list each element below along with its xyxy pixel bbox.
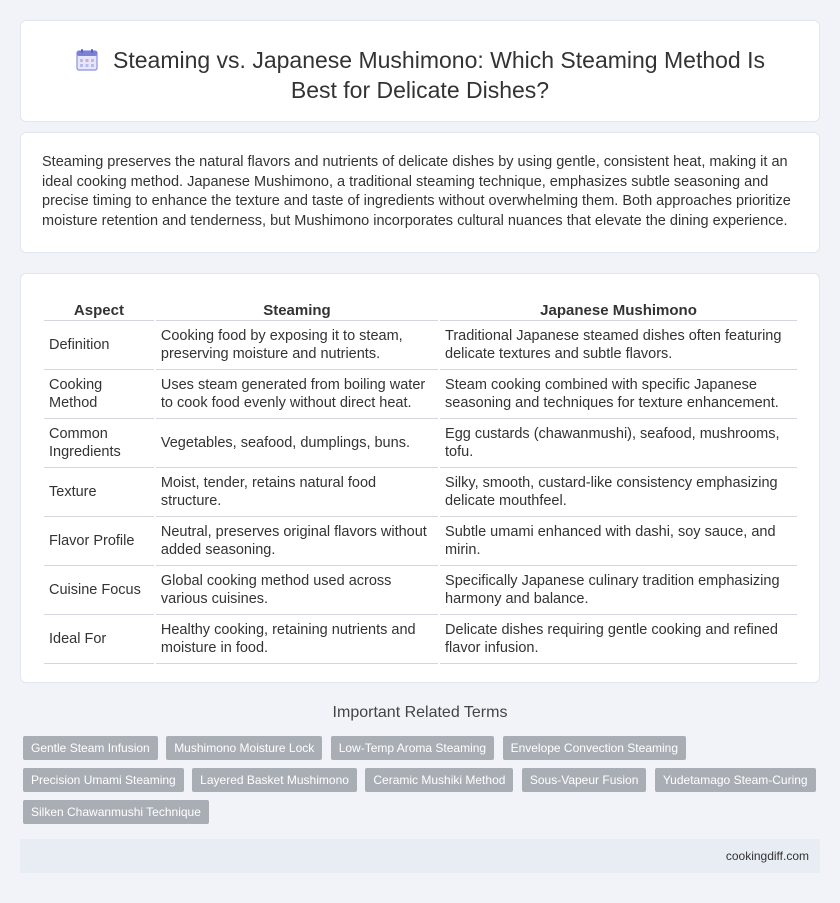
related-term-tag[interactable]: Precision Umami Steaming (23, 768, 184, 792)
column-header: Japanese Mushimono (440, 297, 797, 321)
aspect-cell: Cooking Method (44, 370, 154, 419)
table-row (44, 615, 797, 664)
mushimono-cell: Delicate dishes requiring gentle cooking and refined flavor infusion. (440, 615, 797, 664)
table-row (44, 517, 797, 566)
intro-card (20, 132, 820, 253)
related-term-tag[interactable]: Ceramic Mushiki Method (365, 768, 513, 792)
steaming-cell: Global cooking method used across various cuisines. (156, 566, 438, 615)
page-title-block (61, 45, 779, 105)
table-row (44, 321, 797, 370)
mushimono-cell: Egg custards (chawanmushi), seafood, mushrooms, tofu. (440, 419, 797, 468)
related-terms-heading: Important Related Terms (332, 704, 508, 721)
mushimono-cell: Subtle umami enhanced with dashi, soy sauce, and mirin. (440, 517, 797, 566)
title-card (20, 20, 820, 122)
aspect-cell: Cuisine Focus (44, 566, 154, 615)
steaming-cell: Moist, tender, retains natural food structure. (156, 468, 438, 517)
table-row (44, 468, 797, 517)
related-term-tag[interactable]: Envelope Convection Steaming (503, 736, 686, 760)
steaming-cell: Neutral, preserves original flavors without added seasoning. (156, 517, 438, 566)
steaming-cell: Vegetables, seafood, dumplings, buns. (156, 419, 438, 468)
table-row (44, 566, 797, 615)
table-row (44, 370, 797, 419)
comparison-table (42, 297, 799, 664)
aspect-cell: Texture (44, 468, 154, 517)
related-term-tag[interactable]: Mushimono Moisture Lock (166, 736, 322, 760)
page-title: Steaming vs. Japanese Mushimono: Which Steaming Method Is Best for Delicate Dishes? (113, 47, 765, 103)
table-header-row (44, 297, 797, 321)
column-header: Aspect (44, 297, 154, 321)
aspect-cell: Ideal For (44, 615, 154, 664)
related-term-tag[interactable]: Sous-Vapeur Fusion (522, 768, 647, 792)
calendar-icon (75, 48, 99, 72)
mushimono-cell: Specifically Japanese culinary tradition emphasizing harmony and balance. (440, 566, 797, 615)
related-term-tag[interactable]: Gentle Steam Infusion (23, 736, 158, 760)
table-row (44, 419, 797, 468)
footer-site-link[interactable]: cookingdiff.com (725, 849, 809, 863)
related-term-tag[interactable]: Layered Basket Mushimono (192, 768, 357, 792)
steaming-cell: Cooking food by exposing it to steam, preserving moisture and nutrients. (156, 321, 438, 370)
related-terms-list (23, 736, 823, 832)
aspect-cell: Common Ingredients (44, 419, 154, 468)
steaming-cell: Uses steam generated from boiling water to cook food evenly without direct heat. (156, 370, 438, 419)
aspect-cell: Flavor Profile (44, 517, 154, 566)
related-term-tag[interactable]: Silken Chawanmushi Technique (23, 800, 209, 824)
intro-paragraph: Steaming preserves the natural flavors and nutrients of delicate dishes by using gentle, consistent heat, making it an ideal cooking method. Japanese Mushimono, a traditional steaming technique, emphasizes subtle seasoning and precise timing to enhance the texture and taste of ingredients without overwhelming them. Both approaches prioritize moisture retention and tenderness, but Mushimono incorporates cultural nuances that elevate the dining experience. (42, 154, 791, 229)
mushimono-cell: Steam cooking combined with specific Japanese seasoning and techniques for texture enhancement. (440, 370, 797, 419)
mushimono-cell: Silky, smooth, custard-like consistency emphasizing delicate mouthfeel. (440, 468, 797, 517)
steaming-cell: Healthy cooking, retaining nutrients and moisture in food. (156, 615, 438, 664)
mushimono-cell: Traditional Japanese steamed dishes often featuring delicate textures and subtle flavors. (440, 321, 797, 370)
related-term-tag[interactable]: Low-Temp Aroma Steaming (331, 736, 494, 760)
comparison-card (20, 273, 820, 683)
column-header: Steaming (156, 297, 438, 321)
footer (20, 839, 820, 873)
aspect-cell: Definition (44, 321, 154, 370)
related-term-tag[interactable]: Yudetamago Steam-Curing (655, 768, 816, 792)
